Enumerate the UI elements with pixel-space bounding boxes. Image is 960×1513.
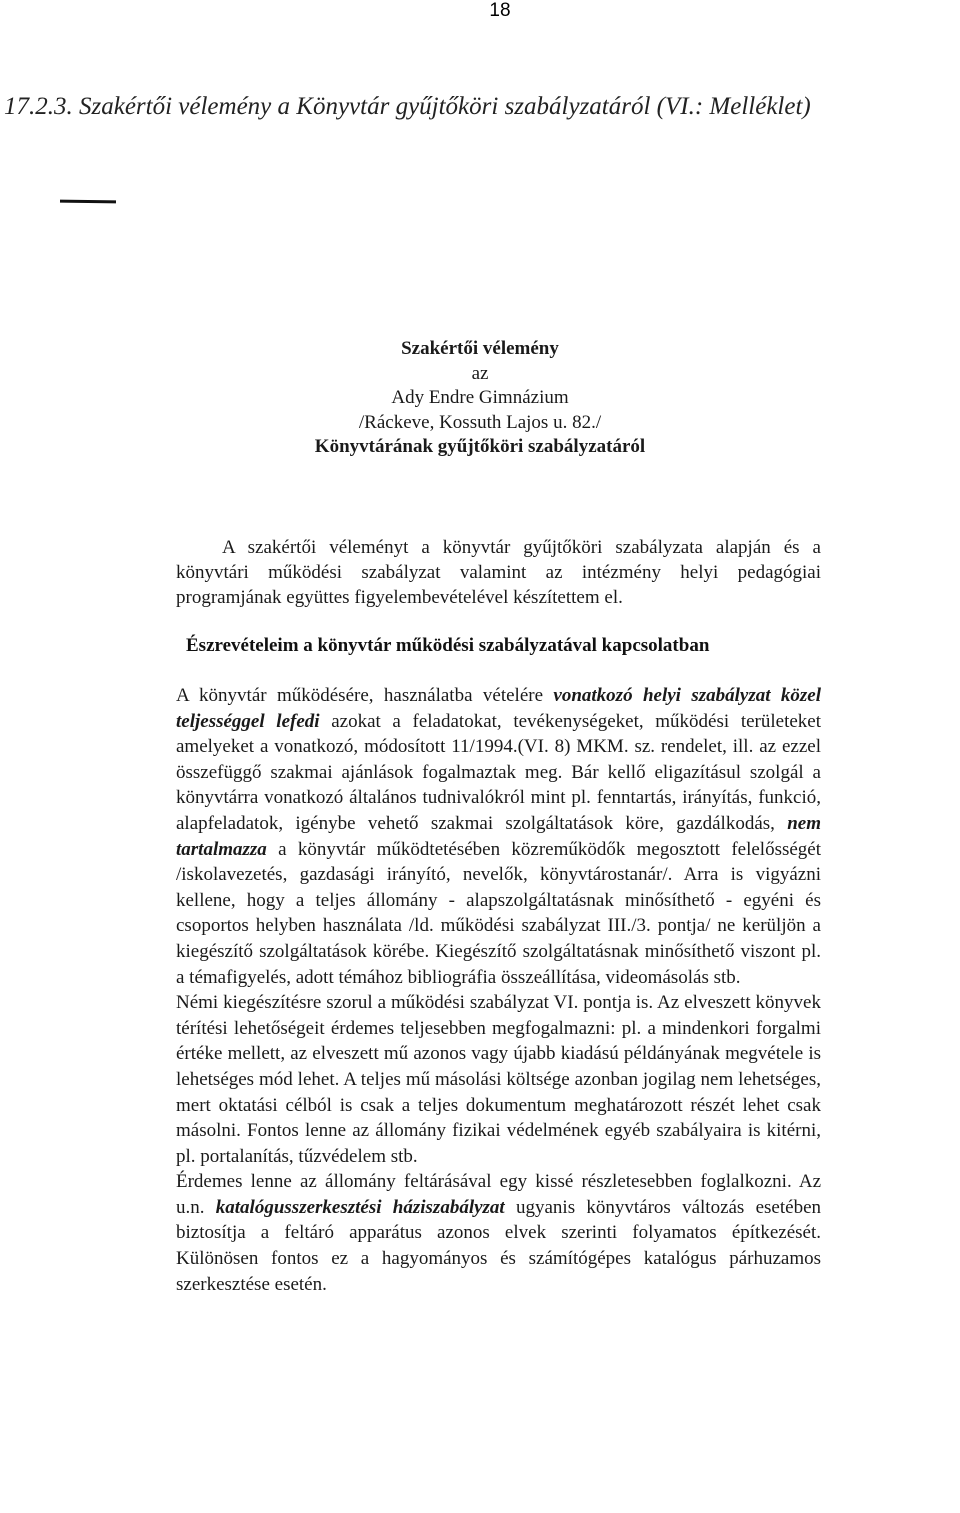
paragraph-3 (176, 1169, 821, 1297)
paragraph-1-text-c: a könyvtár működtetésében közreműködők megosztott felelősségét /iskolavezetés, gazdasági irányító, nevelők, könyvtárostanár/. Arra is vigyázni kellene, hogy a teljes állomány - alapszolgáltatásnak minősíthető - egyéni és csoportos helyben használata /ld. működési szabályzat III./3. pontja/ ne kerüljön a kiegészítő szolgáltatások körébe. Kiegészítő szolgáltatásnak minősíthető viszont pl. a témafigyelés, adott témához bibliográfia összeállítása, videomásolás stb. (176, 838, 821, 988)
school-address: /Ráckeve, Kossuth Lajos u. 82./ (358, 411, 602, 433)
title-line-az: az (471, 362, 489, 384)
paragraph-1-text-a: A könyvtár működésére, használatba vételére (176, 685, 554, 706)
intro-paragraph: A szakértői véleményt a könyvtár gyűjtőköri szabályzata alapján és a könyvtári működési szabályzat valamint az intézmény helyi pedagógiai programjának együttes figyelembevételével készítettem el. (176, 537, 821, 608)
observations-body (176, 683, 821, 1297)
paragraph-2: Némi kiegészítésre szorul a működési szabályzat VI. pontja is. Az elveszett könyvek térítési lehetőségeit érdemes teljesebben megfogalmazni: pl. a mindenkori forgalmi értéke mellett, az elveszett mű azonos vagy újabb kiadású példányának megvétele is lehetséges mód lehet. A teljes mű másolási költsége azonban jogilag nem lehetséges, mert oktatási célból is csak a teljes dokumentum meghatározott részét lehet csak másolni. Fontos lenne az állomány fizikai védelmének egyéb szabályaira is kitérni, pl. portalanítás, tűzvédelem stb. (176, 992, 821, 1167)
paragraph-3-text-a: Érdemes lenne az állomány feltárásával egy kissé részletesebben foglalkozni. Az u.n. (176, 1171, 821, 1218)
heading-underline (60, 200, 116, 204)
paragraph-1-emphasis-a: vonatkozó helyi szabályzat közel teljességgel lefedi (176, 685, 821, 732)
paragraph-3-emphasis: katalógusszerkesztési háziszabályzat (215, 1196, 505, 1218)
title-subject: Könyvtárának gyűjtőköri szabályzatáról (314, 436, 646, 457)
school-name: Ady Endre Gimnázium (391, 387, 569, 408)
paragraph-1 (176, 683, 821, 990)
paragraph-1-emphasis-b: nem tartalmazza (176, 812, 821, 860)
opinion-title: Szakértői vélemény (401, 338, 559, 359)
section-heading: 17.2.3. Szakértői vélemény a Könyvtár gyűjtőköri szabályzatáról (VI.: Melléklet) (4, 93, 811, 120)
opinion-title-block (200, 337, 760, 460)
paragraph-3-text-b: ugyanis könyvtáros változás esetében biztosítja a feltáró apparátus azonos elvek szerinti folyamatos építkezését. Különösen fontos ez a hagyományos és számítógépes katalógus párhuzamos szerkesztése esetén. (176, 1196, 822, 1295)
observations-subheading: Észrevételeim a könyvtár működési szabályzatával kapcsolatban (186, 635, 710, 656)
page-number: 18 (489, 0, 511, 21)
paragraph-1-text-b: azokat a feladatokat, tevékenységeket, működési területeket amelyeket a vonatkozó, módosított 11/1994.(VI. 8) MKM. sz. rendelet, ill. az ezzel összefüggő szakmai ajánlások fogalmaztak meg. Bár kellő eligazításul szolgál a könyvtárra vonatkozó általános tudnivalókról mint pl. fenntartás, irányítás, funkció, alapfeladatok, igénybe vehető szakmai szolgáltatások köre, gazdálkodás, (176, 710, 821, 834)
